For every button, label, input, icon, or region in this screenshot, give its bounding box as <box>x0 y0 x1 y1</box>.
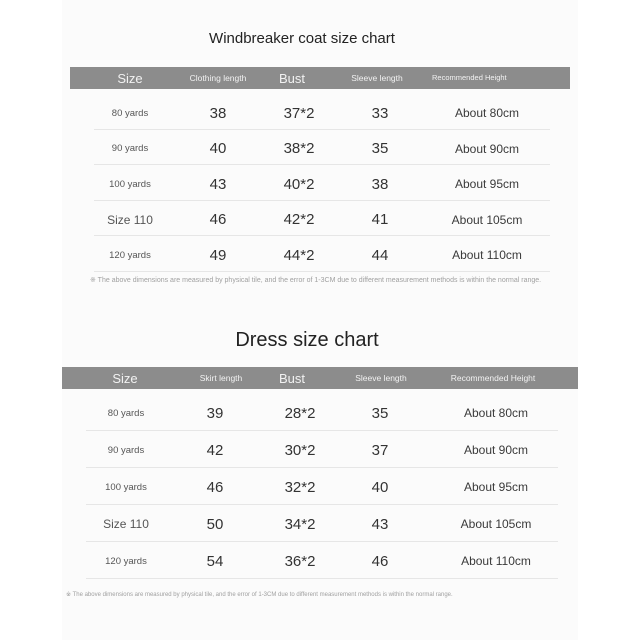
dress-cell-sleeve: 43 <box>371 515 389 533</box>
coat-cell-sleeve: 41 <box>371 211 389 228</box>
coat-cell-size: 100 yards <box>109 178 151 190</box>
coat-cell-size: 120 yards <box>109 249 151 261</box>
dress-cell-sleeve: 40 <box>371 478 389 496</box>
dress-cell-bust: 30*2 <box>284 441 316 459</box>
coat-header-sleeve-length: Sleeve length <box>351 73 403 83</box>
dress-table-row <box>62 507 578 541</box>
dress-cell-length: 54 <box>206 552 224 570</box>
dress-cell-size: Size 110 <box>103 517 149 531</box>
coat-cell-sleeve: 38 <box>371 175 389 193</box>
dress-cell-height: About 80cm <box>463 406 529 420</box>
coat-cell-sleeve: 33 <box>371 104 389 122</box>
coat-cell-bust: 44*2 <box>283 246 315 264</box>
dress-cell-length: 39 <box>206 404 224 422</box>
dress-row-divider <box>86 541 558 542</box>
dress-cell-bust: 34*2 <box>284 515 316 533</box>
dress-header-sleeve-length: Sleeve length <box>355 373 407 383</box>
dress-cell-length: 42 <box>206 441 224 459</box>
dress-cell-length: 46 <box>206 478 224 496</box>
dress-cell-sleeve: 35 <box>371 404 389 422</box>
coat-row-divider <box>94 200 550 201</box>
coat-cell-size: Size 110 <box>107 212 153 227</box>
coat-cell-height: About 105cm <box>451 212 523 227</box>
dress-row-divider <box>86 467 558 468</box>
coat-cell-sleeve: 35 <box>371 140 389 157</box>
coat-cell-bust: 38*2 <box>283 140 315 157</box>
coat-cell-length: 43 <box>209 175 227 193</box>
coat-footnote: ※ The above dimensions are measured by physical tile, and the error of 1-3CM due to different measurement methods is within the normal range. <box>90 277 542 284</box>
coat-cell-size: 90 yards <box>111 143 149 154</box>
coat-table-row <box>70 203 570 237</box>
dress-cell-size: 80 yards <box>107 407 145 419</box>
dress-cell-size: 90 yards <box>107 444 145 456</box>
coat-cell-size: 80 yards <box>111 107 149 119</box>
coat-cell-length: 38 <box>209 104 227 122</box>
dress-cell-bust: 36*2 <box>284 552 316 570</box>
coat-cell-length: 49 <box>209 246 227 264</box>
dress-cell-length: 50 <box>206 515 224 533</box>
dress-cell-height: About 95cm <box>463 480 529 494</box>
coat-cell-length: 40 <box>209 140 227 157</box>
dress-cell-sleeve: 37 <box>371 441 389 459</box>
coat-cell-sleeve: 44 <box>371 246 389 264</box>
dress-cell-bust: 28*2 <box>284 404 316 422</box>
dress-row-divider <box>86 504 558 505</box>
coat-cell-height: About 95cm <box>454 177 520 191</box>
coat-row-divider <box>94 235 550 236</box>
dress-header-bust: Bust <box>278 370 305 386</box>
coat-cell-bust: 42*2 <box>283 211 315 228</box>
dress-header-skirt-length: Skirt length <box>199 373 243 383</box>
coat-header-row <box>70 67 570 89</box>
coat-row-divider <box>94 129 550 130</box>
dress-cell-height: About 90cm <box>463 443 529 457</box>
coat-cell-bust: 37*2 <box>283 104 315 122</box>
dress-cell-height: About 110cm <box>461 554 531 568</box>
dress-row-divider <box>86 578 558 579</box>
dress-header-recommended-height: Recommended Height <box>450 373 536 383</box>
coat-table-row <box>70 167 570 201</box>
coat-cell-length: 46 <box>209 211 227 228</box>
coat-chart-title: Windbreaker coat size chart <box>209 30 395 47</box>
coat-header-size: Size <box>117 70 143 86</box>
dress-table-row <box>62 433 578 467</box>
dress-cell-size: 100 yards <box>105 481 147 493</box>
dress-chart-title: Dress size chart <box>235 329 379 351</box>
coat-cell-height: About 80cm <box>454 106 520 120</box>
dress-table-row <box>62 470 578 504</box>
coat-table-row <box>70 132 570 166</box>
dress-cell-height: About 105cm <box>460 517 532 531</box>
dress-row-divider <box>86 430 558 431</box>
coat-table-row <box>70 238 570 272</box>
coat-cell-bust: 40*2 <box>283 175 315 193</box>
dress-footnote: ※ The above dimensions are measured by physical tile, and the error of 1-3CM due to different measurement methods is within the normal range. <box>66 592 453 598</box>
dress-table-row <box>62 396 578 430</box>
coat-cell-height: About 110cm <box>452 248 522 262</box>
dress-header-size: Size <box>112 370 138 386</box>
coat-header-recommended-height: Recommended Height <box>432 73 507 82</box>
coat-row-divider <box>94 271 550 272</box>
dress-table-row <box>62 544 578 578</box>
dress-header-row <box>62 367 578 389</box>
coat-table-row <box>70 96 570 130</box>
dress-cell-size: 120 yards <box>105 555 147 567</box>
coat-cell-height: About 90cm <box>454 141 520 156</box>
dress-cell-bust: 32*2 <box>284 478 316 496</box>
coat-header-bust: Bust <box>278 70 305 86</box>
coat-row-divider <box>94 164 550 165</box>
coat-header-clothing-length: Clothing length <box>189 73 247 83</box>
dress-cell-sleeve: 46 <box>371 552 389 570</box>
